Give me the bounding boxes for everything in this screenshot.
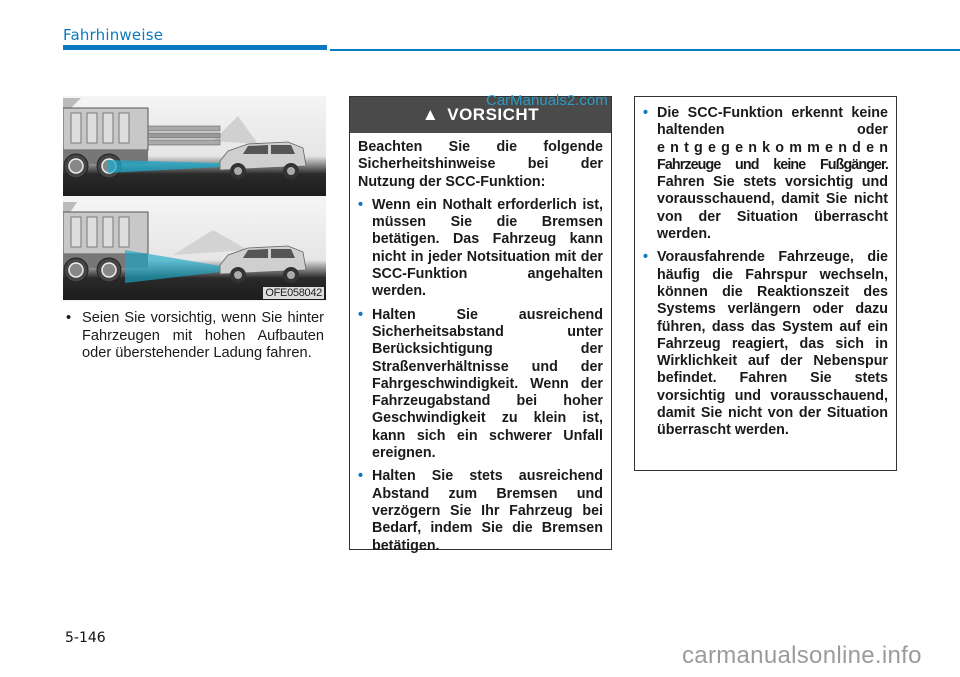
caution-title: VORSICHT (447, 105, 540, 124)
caution-item (358, 307, 603, 463)
figure-label: OFE058042 (265, 287, 322, 299)
info-item-text-part1: Die SCC-Funktion erkennt keine haltenden oder (657, 105, 888, 139)
bullet-icon: • (358, 306, 364, 323)
scc-illustration (63, 96, 326, 301)
illustration-panel-high-body (63, 200, 326, 300)
info-item-text: Vorausfahrende Fahrzeuge, die häufig die Fahrspur wechseln, können die Reaktionszeit des Systems verlängern oder dazu führen, dass das System auf ein Fahrzeug reagiert, das sich in Wirklichkeit auf der Nebenspur befindet. Fahren Sie stets vorsichtig und vorausschauend, damit Sie nicht von der Situation überrascht werden. (657, 249, 888, 439)
section-title: Fahrhinweise (63, 26, 164, 44)
truck-overhang-drawing (63, 96, 326, 196)
warning-triangle-icon: ▲ (421, 105, 440, 124)
watermark-top: CarManuals2.com (486, 92, 608, 109)
bullet-icon: • (358, 196, 364, 213)
truck-high-body-drawing (63, 200, 326, 300)
caution-item (358, 197, 603, 301)
illustration-panel-overhanging-load (63, 96, 326, 196)
caution-intro: Beachten Sie die folgende Sicherheitshinweise bei der Nutzung der SCC-Funktion: (358, 139, 603, 190)
watermark-bottom: carmanualsonline.info (682, 642, 922, 669)
info-item-text-part2: entgegenkommenden (657, 139, 894, 156)
bullet-icon: • (358, 468, 364, 485)
bullet-icon: • (643, 105, 649, 121)
info-item-text-part4: Fahren Sie stets vorsichtig und vorausschauend, damit Sie nicht von der Situation überrascht werden. (657, 174, 888, 243)
info-box (634, 96, 897, 471)
info-item (643, 249, 888, 439)
left-bullet-text: Seien Sie vorsichtig, wenn Sie hinter Fahrzeugen mit hohen Aufbauten oder überstehender Ladung fahren. (82, 310, 324, 361)
caution-item (358, 468, 603, 554)
info-item-text-part3: Fahrzeuge und keine Fußgänger. (657, 156, 888, 173)
left-bullet-item (66, 310, 324, 363)
caution-item-text: Wenn ein Nothalt erforderlich ist, müssen Sie die Bremsen betätigen. Das Fahrzeug kann nicht in jeder Notsituation mit der SCC-Funktion angehalten werden. (372, 196, 603, 300)
header-rule-thin (330, 49, 960, 51)
bullet-icon: • (66, 310, 72, 326)
info-item (643, 105, 894, 243)
caution-item-text: Halten Sie stets ausreichend Abstand zum Bremsen und verzögern Sie Ihr Fahrzeug bei Bedarf, indem Sie die Bremsen betätigen. (372, 468, 603, 554)
caution-box (349, 96, 612, 554)
page-number: 5-146 (65, 630, 106, 646)
caution-item-text: Halten Sie ausreichend Sicherheitsabstand unter Berücksichtigung der Straßenverhältnisse und der Fahrgeschwindigkeit. Wenn der Fahrzeugabstand bei hoher Geschwindigkeit zu klein ist, kann sich ein schwerer Unfall ereignen. (372, 306, 603, 462)
header-rule-thick (63, 45, 327, 50)
bullet-icon: • (643, 249, 649, 266)
